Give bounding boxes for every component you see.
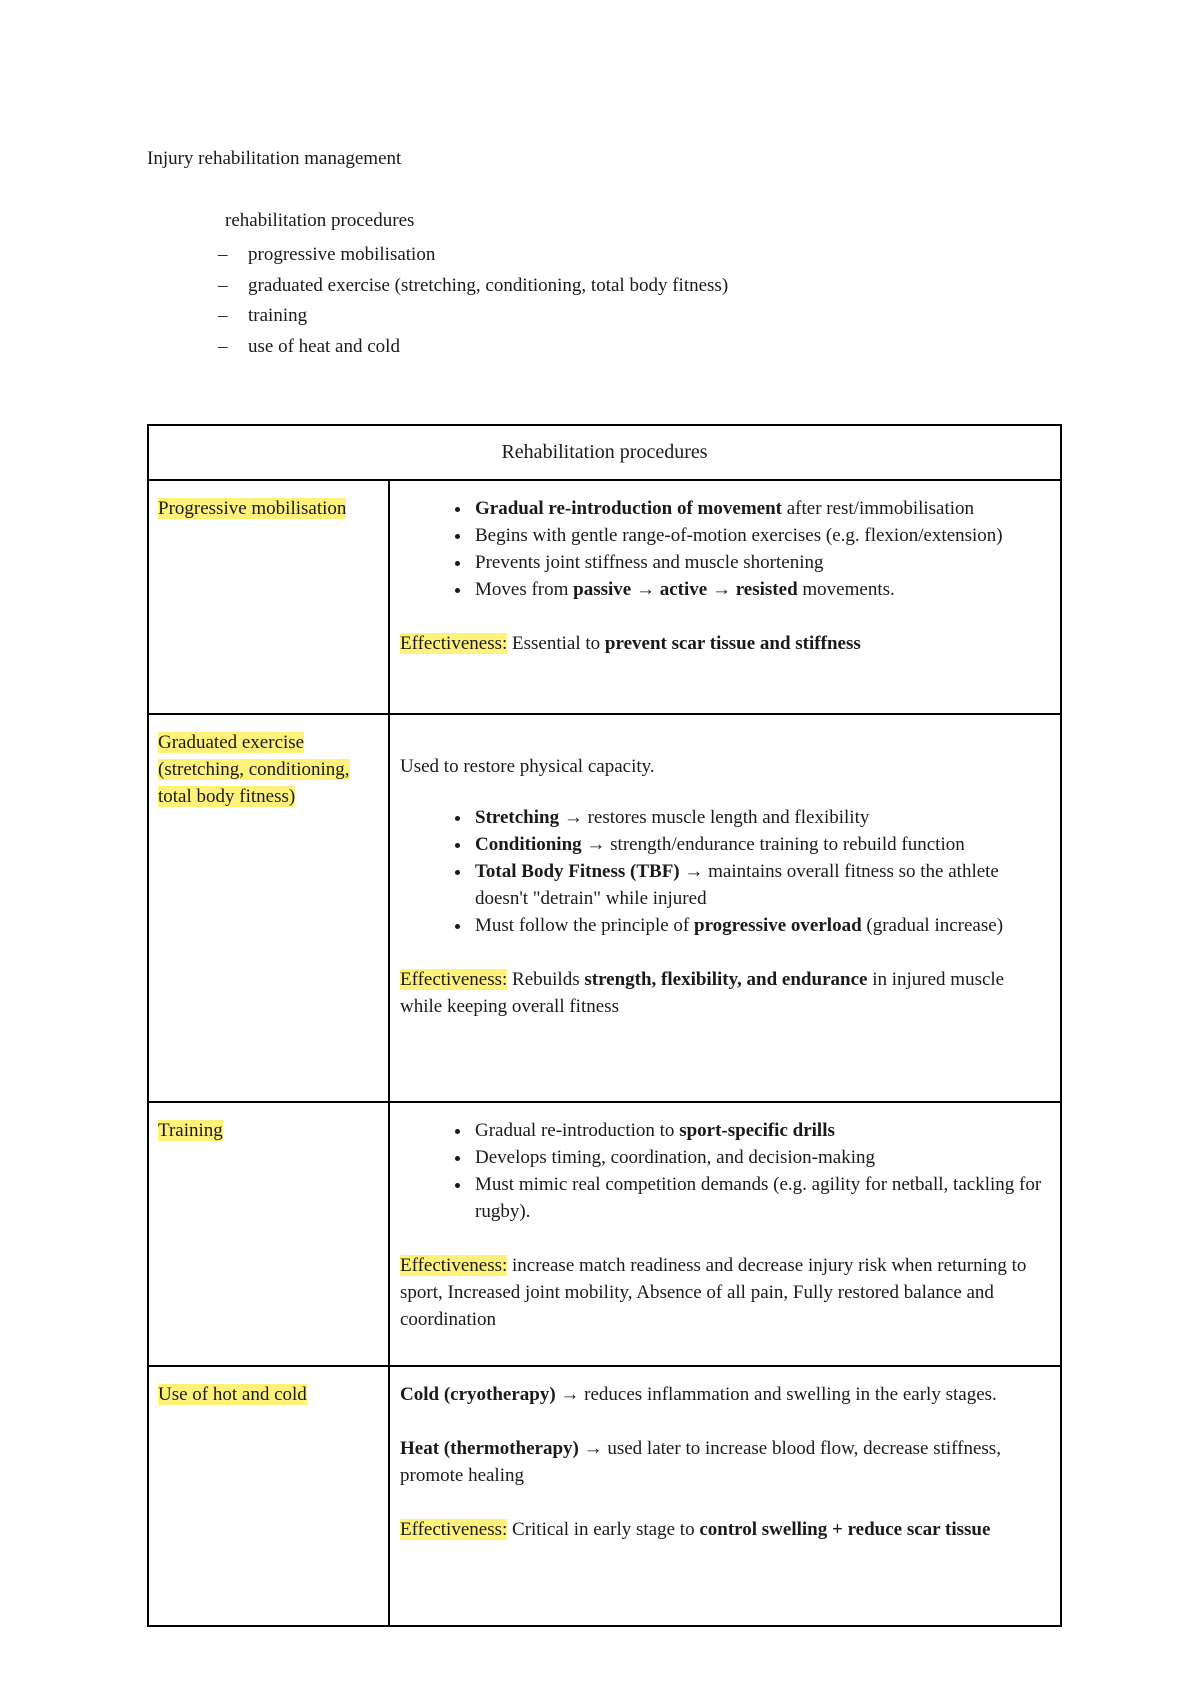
procedure-name: Use of hot and cold (158, 1384, 307, 1405)
document-title: Injury rehabilitation management (147, 148, 402, 169)
effectiveness-note: Effectiveness: Rebuilds strength, flexibility, and endurance in injured muscle while keeping overall fitness (400, 969, 1005, 1017)
procedure-detail-cell (389, 1366, 1061, 1626)
table-row (148, 1102, 1061, 1366)
procedure-list (218, 240, 728, 362)
procedure-detail-cell (389, 714, 1061, 1102)
heat-therapy-text: Heat (thermotherapy) → used later to increase blood flow, decrease stiffness, promote healing (400, 1438, 1001, 1486)
list-item: – graduated exercise (stretching, conditioning, total body fitness) (218, 271, 728, 302)
bullet-item: • Conditioning → strength/endurance training to rebuild function (472, 831, 1050, 858)
procedure-detail-cell (389, 480, 1061, 714)
procedure-name-cell (148, 480, 389, 714)
table-row (148, 714, 1061, 1102)
procedure-name: Graduated exercise (stretching, conditioning, total body fitness) (158, 732, 350, 807)
cold-therapy-text: Cold (cryotherapy) → reduces inflammation and swelling in the early stages. (400, 1384, 997, 1405)
effectiveness-note: Effectiveness: increase match readiness and decrease injury risk when returning to sport, Increased joint mobility, Absence of all pain, Fully restored balance and coordination (400, 1255, 1027, 1330)
bullet-list (400, 804, 1050, 939)
effectiveness-note: Effectiveness: Essential to prevent scar tissue and stiffness (400, 633, 861, 654)
effectiveness-label: Effectiveness: (400, 1255, 508, 1276)
bullet-item: • Develops timing, coordination, and decision-making (472, 1144, 1050, 1171)
bullet-item: • Gradual re-introduction to sport-specific drills (472, 1117, 1050, 1144)
list-item: – use of heat and cold (218, 332, 728, 363)
effectiveness-label: Effectiveness: (400, 1519, 508, 1540)
bullet-list (400, 1117, 1050, 1225)
procedure-detail-cell (389, 1102, 1061, 1366)
list-item: – training (218, 301, 728, 332)
bullet-item: • Total Body Fitness (TBF) → maintains overall fitness so the athlete doesn't "detrain" while injured (472, 858, 1050, 912)
bullet-item: • Moves from passive → active → resisted movements. (472, 576, 1050, 603)
table-row (148, 1366, 1061, 1626)
procedure-name-cell (148, 1366, 389, 1626)
procedure-name-cell (148, 714, 389, 1102)
bullet-item: • Must mimic real competition demands (e.g. agility for netball, tackling for rugby). (472, 1171, 1050, 1225)
list-item: – progressive mobilisation (218, 240, 728, 271)
procedure-name-cell (148, 1102, 389, 1366)
effectiveness-note: Effectiveness: Critical in early stage to control swelling + reduce scar tissue (400, 1519, 991, 1540)
table-header: Rehabilitation procedures (148, 425, 1061, 480)
intro-text: Used to restore physical capacity. (400, 756, 655, 777)
procedure-name: Progressive mobilisation (158, 498, 347, 519)
bullet-item: • Begins with gentle range-of-motion exercises (e.g. flexion/extension) (472, 522, 1050, 549)
rehabilitation-table (147, 424, 1062, 1627)
section-subheading: rehabilitation procedures (225, 210, 415, 231)
bullet-list (400, 495, 1050, 603)
bullet-item: • Gradual re-introduction of movement after rest/immobilisation (472, 495, 1050, 522)
procedure-name: Training (158, 1120, 223, 1141)
bullet-item: • Must follow the principle of progressive overload (gradual increase) (472, 912, 1050, 939)
table-row (148, 480, 1061, 714)
bullet-item: • Stretching → restores muscle length and flexibility (472, 804, 1050, 831)
effectiveness-label: Effectiveness: (400, 969, 508, 990)
effectiveness-label: Effectiveness: (400, 633, 508, 654)
bullet-item: • Prevents joint stiffness and muscle shortening (472, 549, 1050, 576)
